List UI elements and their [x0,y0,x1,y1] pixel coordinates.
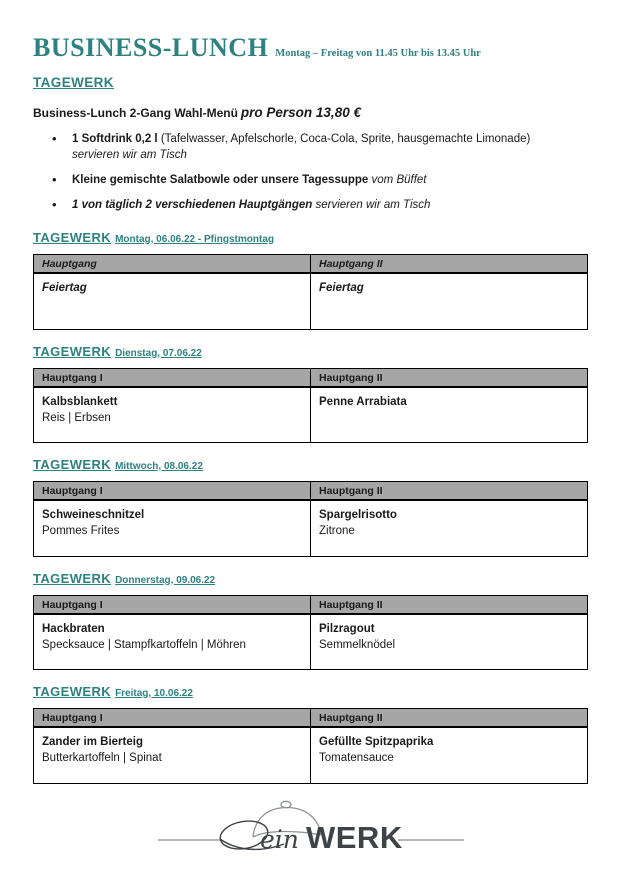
dish-sides: Semmelknödel [319,638,396,651]
table-body-row [34,500,588,556]
table-header-row [34,595,588,614]
day-date: Montag, 06.06.22 - Pfingstmontag [115,234,274,245]
menu-intro-line [33,105,588,120]
table-body-row [34,273,588,329]
hauptgang-2-header: Hauptgang II [311,709,588,728]
hauptgang-1-cell [34,614,311,670]
day-date: Donnerstag, 09.06.22 [115,574,216,586]
day-section [33,570,588,671]
dish-name: Hackbraten [42,622,105,635]
day-section [33,683,588,784]
day-date: Freitag, 10.06.22 [115,688,193,699]
hauptgang-2-cell [311,727,588,783]
bullet-salad-soup: • Kleine gemischte Salatbowle oder unsere Tagessuppe vom Büffet [72,172,588,188]
day-heading: TAGEWERK Mittwoch, 08.06.22 [33,457,203,472]
day-section [33,343,588,444]
hauptgang-1-header: Hauptgang I [34,595,311,614]
dish-name: Penne Arrabiata [319,395,407,408]
hauptgang-2-cell [311,614,588,670]
hauptgang-2-cell [311,500,588,556]
title-text: BUSINESS-LUNCH [33,33,269,62]
day-menu-table [33,481,588,557]
tagewerk-main-heading: TAGEWERK [33,75,114,90]
hauptgang-2-header: Hauptgang II [311,595,588,614]
dish-name: Spargelrisotto [319,509,397,521]
hauptgang-1-cell [34,500,311,556]
day-sections [33,229,588,784]
dish-name: Feiertag [319,282,364,294]
dish-sides: Tomatensauce [319,752,394,764]
dish-sides: Pommes Frites [42,525,120,537]
dish-sides: Specksauce | Stampfkartoffeln | Möhren [42,638,246,651]
table-header-row [34,368,588,387]
hauptgang-2-cell [311,387,588,443]
table-body-row [34,614,588,670]
hauptgang-2-cell [311,273,588,329]
menu-bullet-list [33,131,588,213]
day-heading: TAGEWERK Montag, 06.06.22 - Pfingstmontag [33,230,274,245]
day-section [33,456,588,557]
hauptgang-1-header: Hauptgang I [34,482,311,501]
logo-script-text: ein [259,824,299,854]
hauptgang-1-cell [34,727,311,783]
feinwerk-logo [33,797,588,864]
dish-name: Feiertag [42,282,87,294]
table-header-row [34,255,588,274]
day-heading: TAGEWERK Dienstag, 07.06.22 [33,343,202,359]
document-title [33,33,588,63]
day-menu-table [33,708,588,784]
table-body-row [34,387,588,443]
day-menu-table [33,368,588,444]
hauptgang-1-header: Hauptgang [34,255,311,274]
day-menu-table [33,595,588,671]
hauptgang-2-header: Hauptgang II [311,482,588,501]
hauptgang-2-header: Hauptgang II [311,255,588,274]
feinwerk-logo-graphic [156,797,466,859]
table-header-row [34,709,588,728]
hauptgang-2-header: Hauptgang II [311,368,588,387]
title-subtitle: Montag – Freitag von 11.45 Uhr bis 13.45 Uhr [275,48,481,59]
dish-sides: Zitrone [319,525,355,537]
logo-bold-text: WERK [305,819,403,855]
hauptgang-1-header: Hauptgang I [34,368,311,387]
dish-name: Zander im Bierteig [42,736,143,748]
menu-price: pro Person 13,80 € [240,105,361,120]
table-header-row [34,482,588,501]
table-body-row [34,727,588,783]
day-date: Dienstag, 07.06.22 [115,347,202,359]
day-date: Mittwoch, 08.06.22 [115,461,203,472]
hauptgang-1-header: Hauptgang I [34,709,311,728]
bullet-main-course: • 1 von täglich 2 verschiedenen Hauptgängen servieren wir am Tisch [72,197,588,213]
dish-name: Schweineschnitzel [42,509,145,521]
bullet-softdrink: • 1 Softdrink 0,2 l (Tafelwasser, Apfelschorle, Coca-Cola, Sprite, hausgemachte Limonade) servieren wir am Tisch [72,131,588,163]
hauptgang-1-cell [34,273,311,329]
dish-sides: Reis | Erbsen [42,411,111,424]
hauptgang-1-cell [34,387,311,443]
day-menu-table [33,254,588,330]
dish-name: Pilzragout [319,622,375,635]
dish-sides: Butterkartoffeln | Spinat [42,752,162,764]
day-heading: TAGEWERK Donnerstag, 09.06.22 [33,570,216,586]
dish-name: Gefüllte Spitzpaprika [319,736,434,748]
dish-name: Kalbsblankett [42,395,118,408]
day-heading: TAGEWERK Freitag, 10.06.22 [33,684,193,699]
menu-name: Business-Lunch 2-Gang Wahl-Menü [33,106,238,120]
day-section [33,229,588,330]
